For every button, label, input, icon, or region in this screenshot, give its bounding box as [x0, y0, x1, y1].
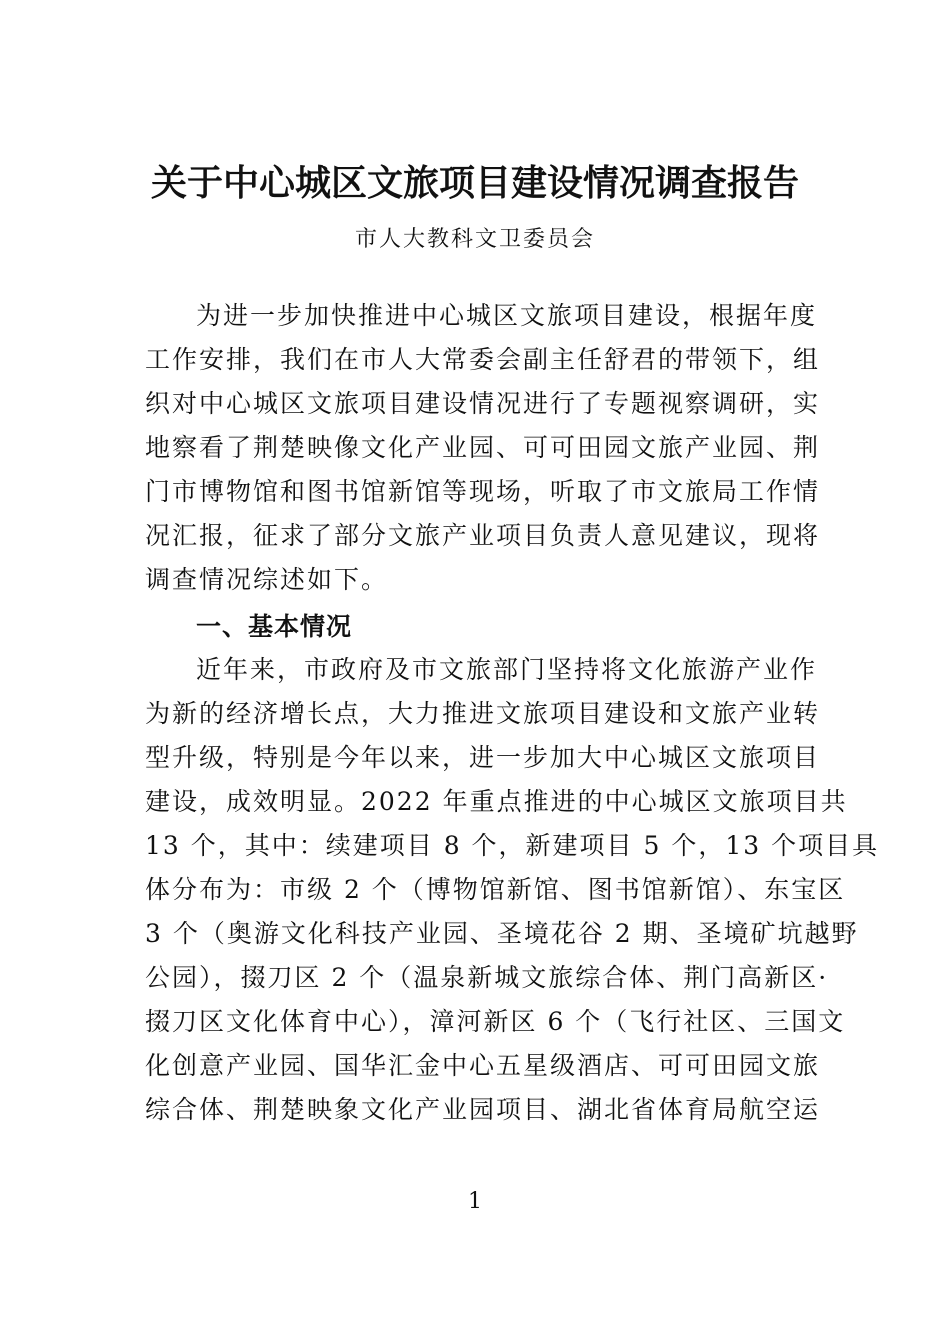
paragraph-line: 掇刀区文化体育中心），漳河新区 6 个（飞行社区、三国文 — [145, 1007, 846, 1036]
paragraph-line: 13 个，其中：续建项目 8 个，新建项目 5 个，13 个项目具 — [145, 831, 880, 860]
page-number: 1 — [468, 1189, 482, 1214]
paragraph-line: 3 个（奥游文化科技产业园、圣境花谷 2 期、圣境矿坑越野 — [145, 919, 859, 948]
section-heading: 一、基本情况 — [196, 612, 353, 641]
paragraph-line: 体分布为：市级 2 个（博物馆新馆、图书馆新馆）、东宝区 — [145, 875, 846, 904]
paragraph-line: 织对中心城区文旅项目建设情况进行了专题视察调研，实 — [145, 389, 821, 418]
paragraph-line: 公园），掇刀区 2 个（温泉新城文旅综合体、荆门高新区· — [145, 963, 829, 992]
paragraph-line: 为新的经济增长点，大力推进文旅项目建设和文旅产业转 — [145, 699, 821, 728]
paragraph-line: 为进一步加快推进中心城区文旅项目建设，根据年度 — [196, 301, 818, 330]
paragraph-line: 近年来，市政府及市文旅部门坚持将文化旅游产业作 — [196, 655, 818, 684]
paragraph-line: 地察看了荆楚映像文化产业园、可可田园文旅产业园、荆 — [145, 433, 821, 462]
document-title: 关于中心城区文旅项目建设情况调查报告 — [150, 162, 799, 204]
paragraph-line: 型升级，特别是今年以来，进一步加大中心城区文旅项目 — [145, 743, 821, 772]
paragraph-line: 况汇报，征求了部分文旅产业项目负责人意见建议，现将 — [145, 521, 821, 550]
paragraph-line: 调查情况综述如下。 — [145, 565, 389, 594]
document-author: 市人大教科文卫委员会 — [354, 227, 595, 252]
paragraph-line: 门市博物馆和图书馆新馆等现场，听取了市文旅局工作情 — [145, 477, 821, 506]
paragraph-line: 综合体、荆楚映象文化产业园项目、湖北省体育局航空运 — [145, 1095, 821, 1124]
paragraph-line: 工作安排，我们在市人大常委会副主任舒君的带领下，组 — [145, 345, 821, 374]
paragraph-line: 化创意产业园、国华汇金中心五星级酒店、可可田园文旅 — [145, 1051, 821, 1080]
paragraph-line: 建设，成效明显。2022 年重点推进的中心城区文旅项目共 — [145, 787, 848, 816]
